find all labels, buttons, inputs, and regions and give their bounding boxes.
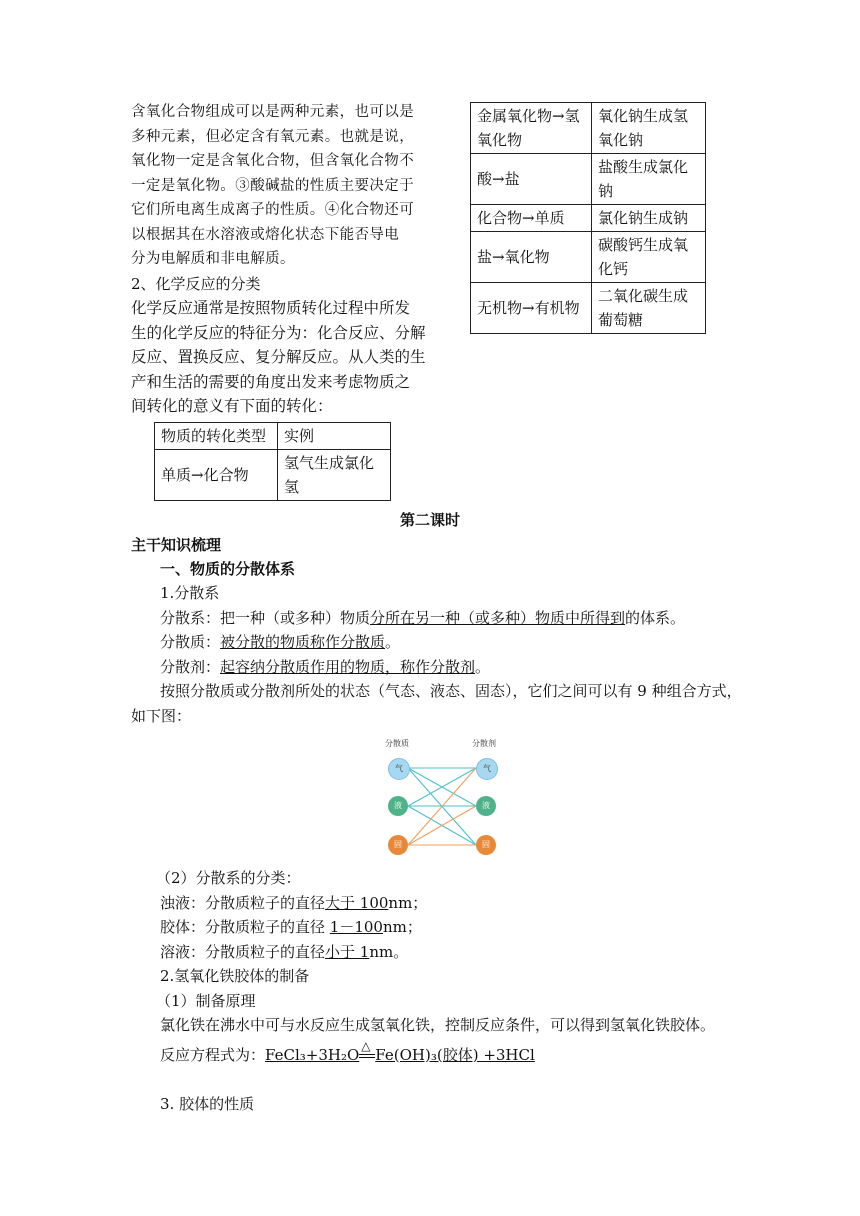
liquid-node-right: 液 [476, 796, 496, 816]
text-line: 多种元素，但必定含有氧元素。也就是说， [131, 128, 415, 145]
main-heading: 主干知识梳理 [131, 536, 222, 554]
underlined-answer: 1－100 [329, 918, 383, 936]
conversion-table-left [154, 422, 391, 501]
table-cell: 单质→化合物 [155, 450, 278, 501]
table-cell: 二氧化碳生成葡萄糖 [592, 283, 706, 334]
liquid-node-left: 液 [388, 796, 408, 816]
definition-dispersion-system: 分散系：把一种（或多种）物质分所在另一种（或多种）物质中所得到的体系。 [160, 608, 686, 627]
heating-condition [359, 1039, 375, 1068]
text-line: 一定是氧化物。③酸碱盐的性质主要决定于 [131, 177, 415, 194]
combination-text: 按照分散质或分散剂所处的状态（气态、液态、固态），它们之间可以有 9 种组合方式， [160, 682, 742, 700]
table-cell: 氯化钠生成钠 [592, 205, 706, 232]
colloid-properties-heading: 3. 胶体的性质 [160, 1095, 255, 1113]
text-line: 反应、置换反应、复分解反应。从人类的生 [131, 348, 426, 366]
table-row [155, 423, 391, 450]
dispersion-section [131, 581, 751, 728]
dispersed-phase-label: 分散质 [385, 739, 409, 748]
table-cell: 无机物→有机物 [471, 283, 592, 334]
table-cell: 酸→盐 [471, 154, 592, 205]
definition-dispersed-phase: 分散质：被分散的物质称作分散质。 [160, 633, 401, 651]
prep-subtitle: （1）制备原理 [156, 991, 256, 1010]
reaction-equation [160, 1039, 535, 1068]
underlined-answer: 被分散的物质称作分散质 [220, 633, 386, 651]
underlined-answer: 大于 100 [325, 893, 389, 912]
table-row [471, 154, 706, 205]
solid-node-right: 固 [476, 835, 496, 855]
table-cell: 碳酸钙生成氧化钙 [592, 232, 706, 283]
text-line: 分为电解质和非电解质。 [131, 251, 295, 267]
text-line: 间转化的意义有下面的转化： [131, 397, 333, 415]
text-line: 以根据其在水溶液或熔化状态下能否导电 [131, 226, 400, 243]
sub-heading: 一、物质的分散体系 [160, 560, 296, 578]
table-cell: 氧化钠生成氢氧化钠 [592, 103, 706, 154]
table-header-cell: 实例 [278, 423, 391, 450]
gas-node-left: 气 [388, 758, 410, 780]
turbid-liquid-line: 浊液：分散质粒子的直径大于 100nm； [160, 893, 428, 912]
text-line: 产和生活的需要的角度出发来考虑物质之 [131, 372, 411, 391]
prep-title: 2.氢氧化铁胶体的制备 [160, 967, 310, 985]
underlined-answer: 小于 1 [325, 942, 370, 961]
dispersion-title: 1.分散系 [160, 584, 220, 602]
table-row [471, 232, 706, 283]
table-row [471, 103, 706, 154]
classification-title: （2）分散系的分类： [156, 869, 301, 887]
equation-label: 反应方程式为： [160, 1046, 266, 1064]
dispersion-medium-label: 分散剂 [472, 739, 496, 748]
section-title: 第二课时 [399, 511, 460, 529]
table-row [471, 283, 706, 334]
conversion-table-right [470, 102, 706, 334]
colloid-line: 胶体：分散质粒子的直径 1－100nm； [160, 918, 422, 936]
solid-node-left: 固 [388, 835, 408, 855]
table-row [155, 450, 391, 501]
text-line: 含氧化合物组成可以是两种元素，也可以是 [131, 104, 415, 120]
equation-right: Fe(OH)₃(胶体) +3HCl [375, 1046, 535, 1064]
definition-dispersion-medium: 分散剂：起容纳分散质作用的物质，称作分散剂。 [160, 657, 491, 676]
dispersion-combination-diagram [380, 735, 510, 860]
text-line: 化学反应通常是按照物质转化过程中所发 [131, 299, 411, 317]
table-header-cell: 物质的转化类型 [155, 423, 278, 450]
table-row [471, 205, 706, 232]
solution-line: 溶液：分散质粒子的直径小于 1nm。 [160, 942, 409, 961]
equation-left: FeCl₃+3H₂O [265, 1046, 360, 1064]
classification-section [131, 866, 751, 1038]
table-cell: 金属氧化物→氢氧化物 [471, 103, 592, 154]
underlined-answer: 起容纳分散质作用的物质，称作分散剂 [220, 657, 476, 676]
underlined-answer: 分所在另一种（或多种）物质中所得到 [370, 608, 626, 627]
heading-reaction-classification: 2、化学反应的分类 [131, 274, 261, 293]
combination-text: 如下图： [131, 706, 192, 725]
heat-triangle-icon: △ [361, 1039, 371, 1053]
gas-node-right: 气 [476, 758, 498, 780]
table-cell: 盐→氧化物 [471, 232, 592, 283]
prep-text: 氯化铁在沸水中可与水反应生成氢氧化铁，控制反应条件，可以得到氢氧化铁胶体。 [160, 1016, 716, 1034]
text-line: 氧化物一定是含氧化合物，但含氧化合物不 [131, 153, 415, 169]
table-cell: 化合物→单质 [471, 205, 592, 232]
table-cell: 盐酸生成氯化钠 [592, 154, 706, 205]
text-line: 它们所电离生成离子的性质。④化合物还可 [131, 202, 415, 218]
table-cell: 氢气生成氯化氢 [278, 450, 391, 501]
text-line: 生的化学反应的特征分为：化合反应、分解 [131, 323, 426, 342]
left-column [131, 100, 426, 419]
